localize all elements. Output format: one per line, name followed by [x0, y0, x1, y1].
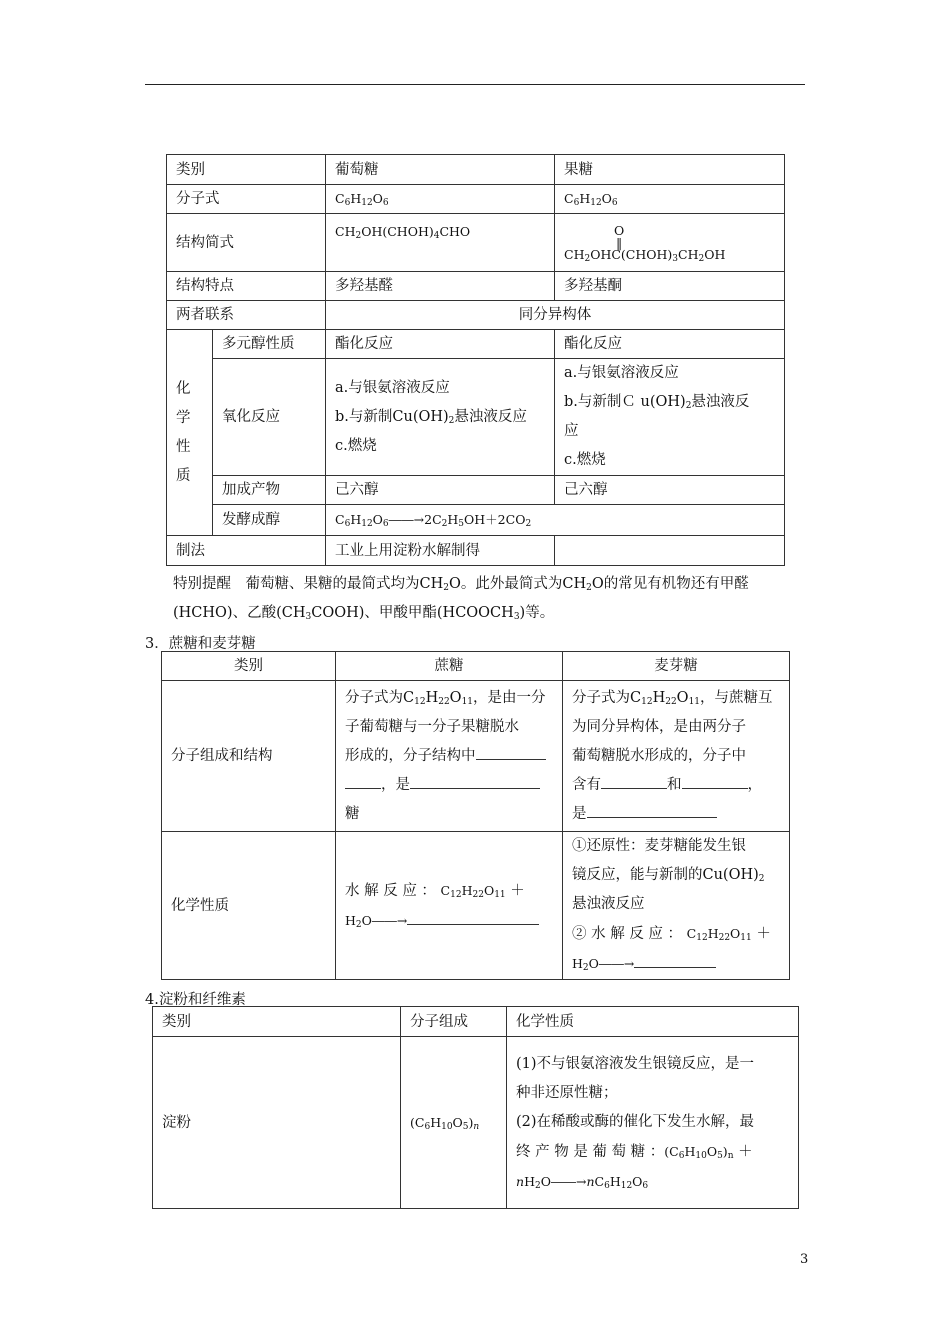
- t3-header-composition: 分子组成: [401, 1007, 507, 1037]
- sucrose-maltose-table: [161, 651, 790, 980]
- chem-property-label: 化 学 性 质: [167, 330, 213, 536]
- alcohol-label: 多元醇性质: [213, 330, 326, 359]
- fructose-oxidation: a.与银氨溶液反应 b.与新制Ｃ $u(OH)_2$悬浊液反 应 c.燃烧: [555, 359, 785, 476]
- relation-label: 两者联系: [167, 301, 326, 330]
- header-glucose: 葡萄糖: [326, 155, 555, 185]
- glucose-feature: 多羟基醛: [326, 272, 555, 301]
- prep-value: 工业上用淀粉水解制得: [326, 536, 555, 566]
- t2-header-category: 类别: [162, 652, 336, 681]
- t2-header-sucrose: 蔗糖: [336, 652, 563, 681]
- starch-chem: (1)不与银氨溶液发生银镜反应，是一 种非还原性糖； (2)在稀酸或酶的催化下发生水解，最 终 产 物 是 葡 萄 糖 ：$(C_6H_{10}O_5)_n$ ＋ $nH_2O――\to nC_6H_{12}O_6$: [507, 1037, 799, 1209]
- glucose-fructose-table: [166, 154, 785, 566]
- t2-header-maltose: 麦芽糖: [563, 652, 790, 681]
- sucrose-hydrolysis-blank[interactable]: [407, 909, 539, 925]
- header-category: 类别: [167, 155, 326, 185]
- fructose-alcohol: 酯化反应: [555, 330, 785, 359]
- fructose-structure: O ‖ $CH_2OHC(CHOH)_3CH_2OH$: [555, 214, 785, 272]
- maltose-chem: ①还原性：麦芽糖能发生银 镜反应，能与新制的$Cu(OH)_2$ 悬浊液反应 ② 水 解 反 应 ： $C_{12}H_{22}O_{11}$ ＋ $H_2O――\to$: [563, 832, 790, 980]
- sucrose-blank-2[interactable]: [345, 773, 381, 789]
- glucose-oxidation: a.与银氨溶液反应 b.与新制$Cu(OH)_2$悬浊液反应 c.燃烧: [326, 359, 555, 476]
- glucose-alcohol: 酯化反应: [326, 330, 555, 359]
- maltose-blank-3[interactable]: [587, 802, 717, 818]
- section4-title: 4.淀粉和纤维素: [145, 992, 246, 1008]
- ferment-value: $C_6H_{12}O_6――\to 2C_2H_5OH+2CO_2$: [326, 505, 785, 536]
- maltose-structure: 分子式为$C_{12}H_{22}O_{11}$，与蔗糖互 为同分异构体，是由两分子 葡萄糖脱水形成的，分子中 含有 和 ， 是: [563, 681, 790, 832]
- header-fructose: 果糖: [555, 155, 785, 185]
- glucose-addition: 己六醇: [326, 476, 555, 505]
- prep-label: 制法: [167, 536, 326, 566]
- t3-header-category: 类别: [153, 1007, 401, 1037]
- t3-header-chem: 化学性质: [507, 1007, 799, 1037]
- structure-row-label: 分子组成和结构: [162, 681, 336, 832]
- fructose-addition: 己六醇: [555, 476, 785, 505]
- sucrose-chem: 水 解 反 应 ： $C_{12}H_{22}O_{11}$ ＋ $H_2O――\to$: [336, 832, 563, 980]
- page-number: 3: [800, 1252, 809, 1267]
- fructose-carbonyl-o: O: [614, 222, 625, 238]
- prep-empty: [555, 536, 785, 566]
- starch-label: 淀粉: [153, 1037, 401, 1209]
- maltose-hydrolysis-blank[interactable]: [634, 952, 716, 968]
- relation-value: 同分异构体: [326, 301, 785, 330]
- formula-label: 分子式: [167, 185, 326, 214]
- sucrose-blank-3[interactable]: [410, 773, 540, 789]
- glucose-formula: $C_6H_{12}O_6$: [326, 185, 555, 214]
- section3-title: 3．蔗糖和麦芽糖: [145, 636, 256, 652]
- special-note: 特别提醒 葡萄糖、果糖的最简式均为$CH_2O$。此外最简式为$CH_2O$的常见有机物还有甲醛(HCHO)、乙酸$(CH_3COOH)$、甲酸甲酯$(HCOOCH_3)$等。: [173, 576, 749, 622]
- sucrose-structure: 分子式为$C_{12}H_{22}O_{11}$，是由一分 子葡萄糖与一分子果糖脱水 形成的，分子结构中 ，是 糖: [336, 681, 563, 832]
- addition-label: 加成产物: [213, 476, 326, 505]
- starch-formula: $(C_6H_{10}O_5)_n$: [401, 1037, 507, 1209]
- maltose-blank-1[interactable]: [601, 773, 667, 789]
- chem-row-label: 化学性质: [162, 832, 336, 980]
- header-rule: [145, 84, 805, 85]
- fructose-feature: 多羟基酮: [555, 272, 785, 301]
- oxidation-label: 氧化反应: [213, 359, 326, 476]
- structure-label: 结构简式: [167, 214, 326, 272]
- maltose-blank-2[interactable]: [682, 773, 748, 789]
- ferment-label: 发酵成醇: [213, 505, 326, 536]
- feature-label: 结构特点: [167, 272, 326, 301]
- starch-cellulose-table: [152, 1006, 799, 1209]
- fructose-formula: $C_6H_{12}O_6$: [555, 185, 785, 214]
- fructose-double-bond: ‖: [616, 234, 623, 250]
- glucose-structure: $CH_2OH(CHOH)_4CHO$: [326, 214, 555, 272]
- sucrose-blank-1[interactable]: [476, 744, 546, 760]
